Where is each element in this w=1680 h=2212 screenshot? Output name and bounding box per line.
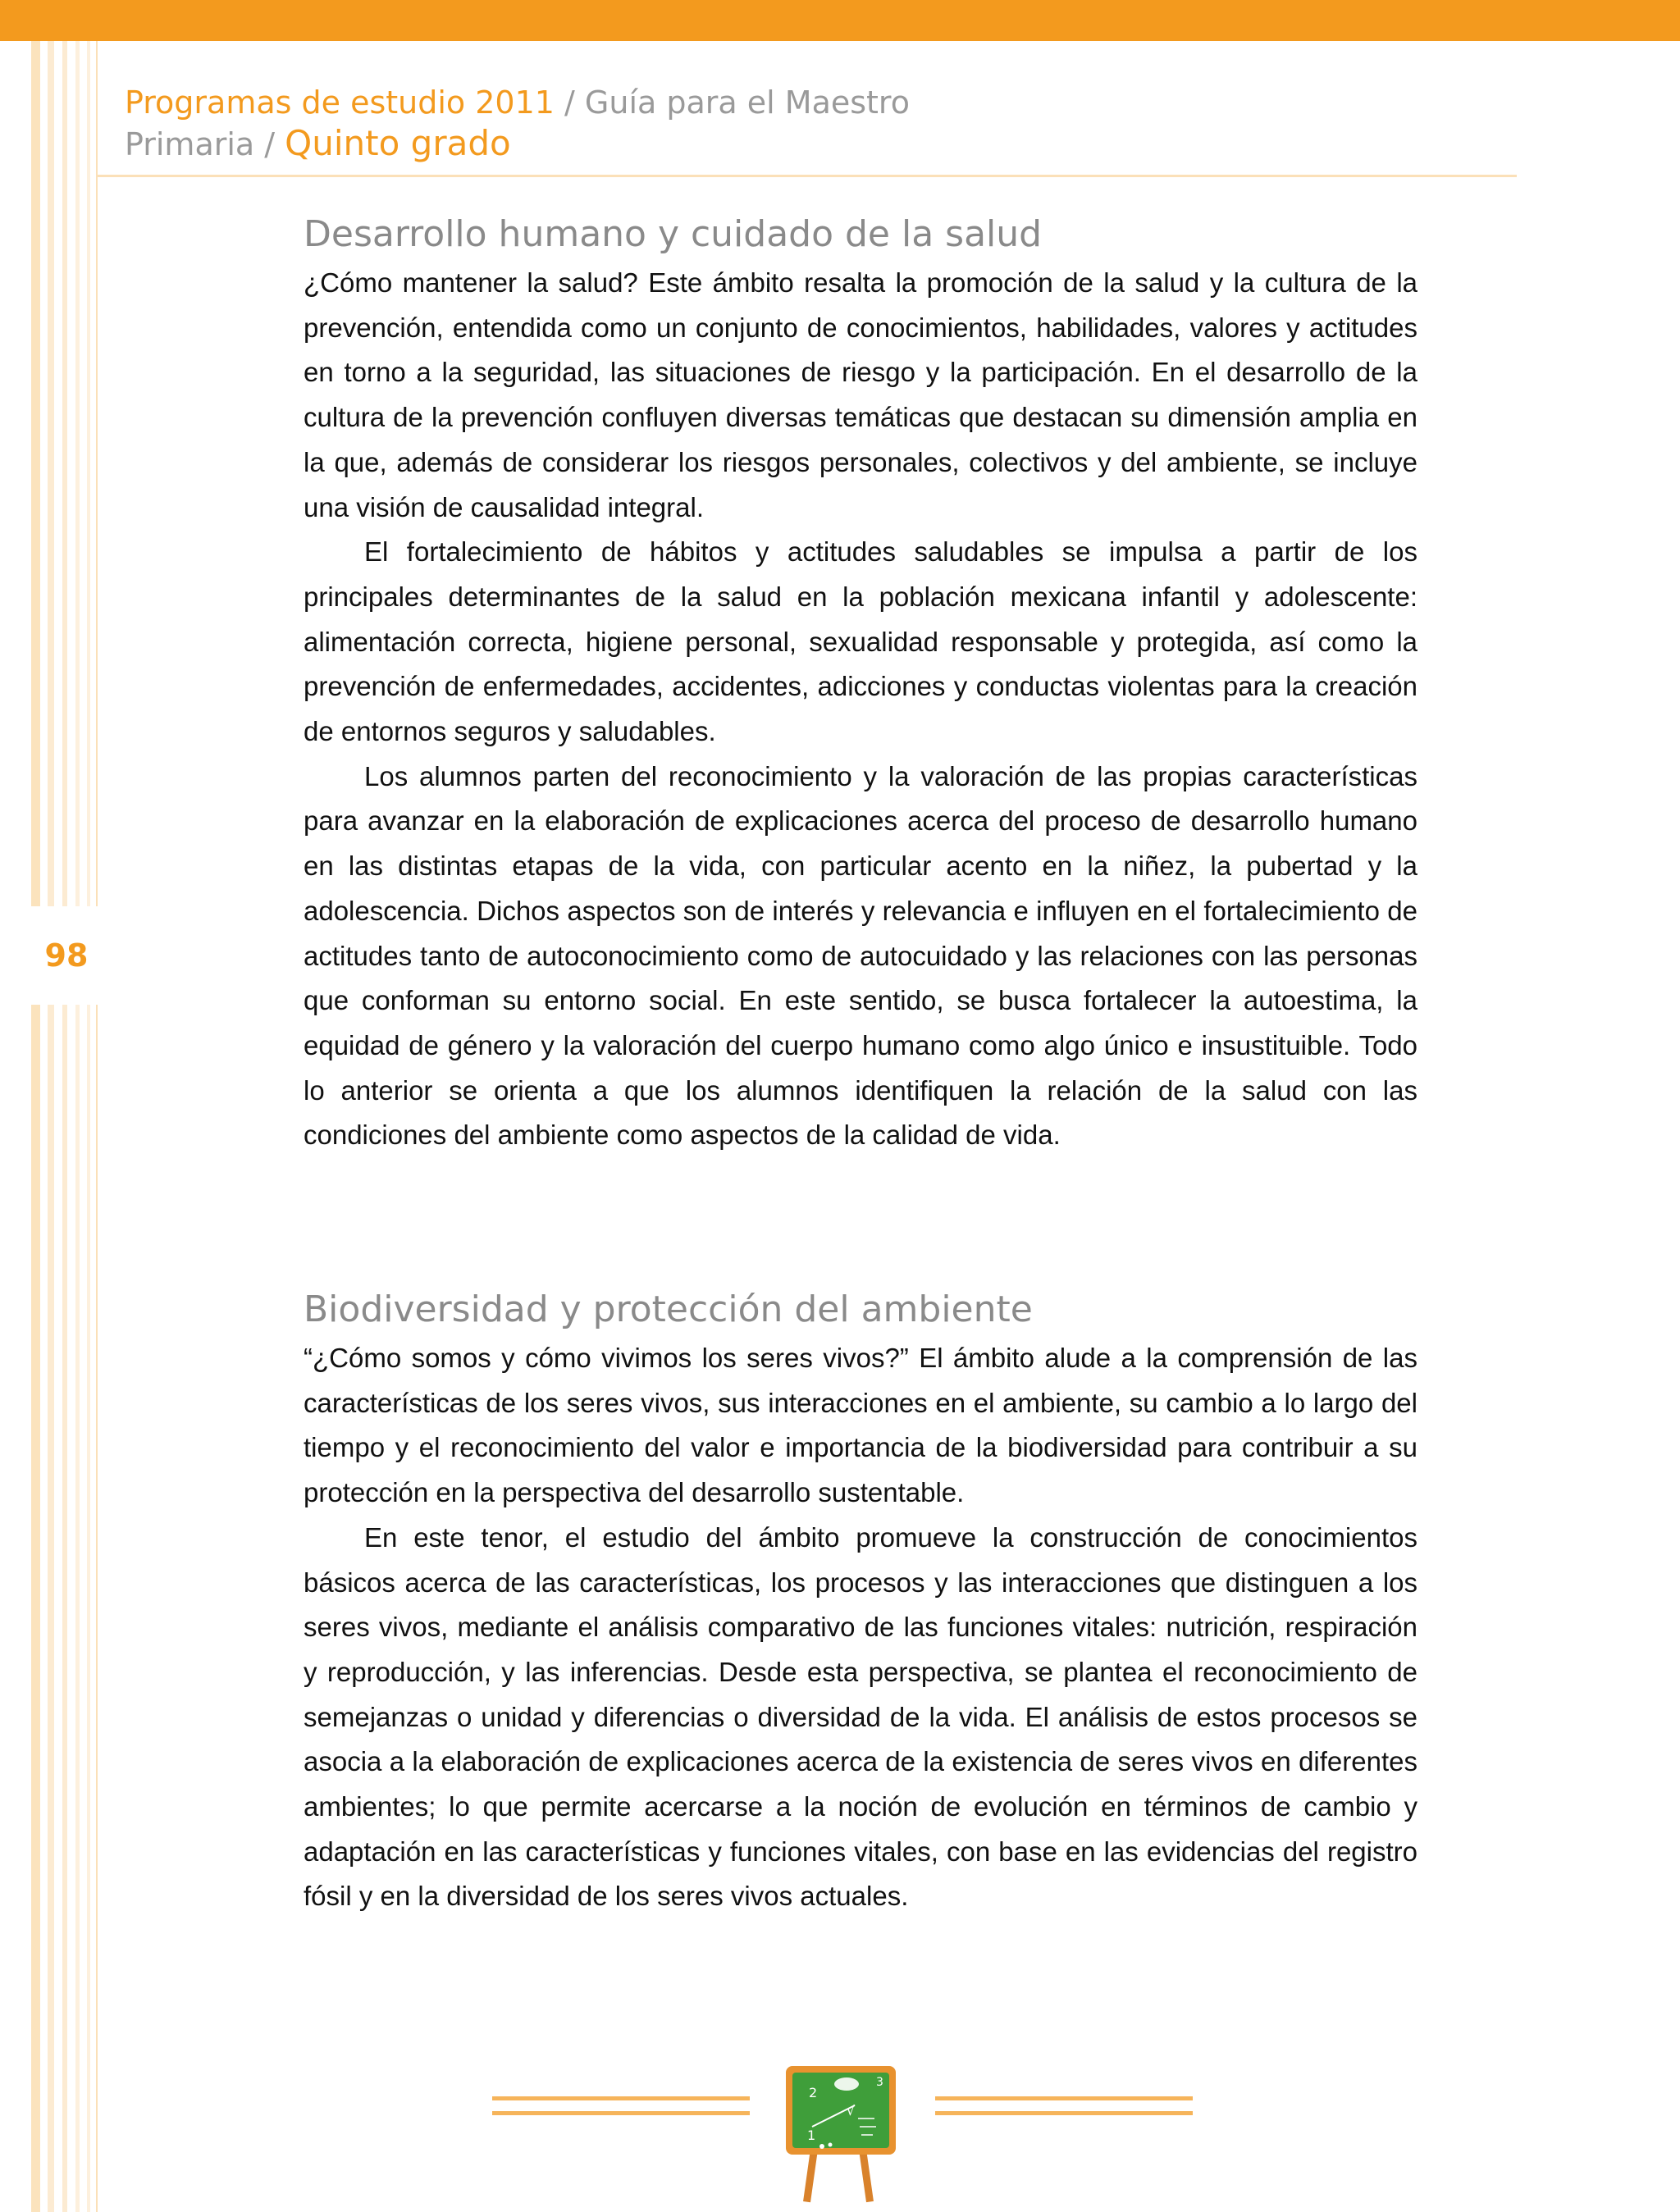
margin-stripe xyxy=(87,41,90,2212)
header-line-2 xyxy=(125,123,910,165)
paragraph: Los alumnos parten del reconocimiento y la valoración de las propias características para avanzar en la elaboración de explicaciones acerca del proceso de desarrollo humano en las distintas etapas de la vida, con particular acento en la niñez, la pubertad y la adolescencia. Dichos aspectos son de interés y relevancia e influyen en el fortalecimiento de actitudes tanto de autoconocimiento como de autocuidado y las relaciones con las personas que conforman su entorno social. En este sentido, se busca fortalecer la autoestima, la equidad de género y la valoración del cuerpo humano como algo único e insustituible. Todo lo anterior se orienta a que los alumnos identifiquen la relación de la salud con las condiciones del ambiente como aspectos de la calidad de vida. xyxy=(304,760,1418,1151)
header-program: Programas de estudio 2011 xyxy=(125,84,555,121)
page-number-box xyxy=(31,906,102,1005)
section-body-salud xyxy=(304,261,1418,1158)
section-body-biodiversidad xyxy=(304,1336,1418,1919)
header-level: Primaria xyxy=(125,126,255,162)
board-text: √ xyxy=(847,2103,856,2119)
footer-rule xyxy=(492,2096,750,2100)
section-title-biodiversidad: Biodiversidad y protección del ambiente xyxy=(304,1288,1033,1330)
running-header xyxy=(125,82,910,165)
page-number: 98 xyxy=(44,937,89,974)
board-text: 1 xyxy=(807,2128,816,2143)
board-text: 3 xyxy=(876,2076,883,2089)
chalkboard-icon xyxy=(779,2055,902,2210)
footer-rule xyxy=(935,2111,1193,2115)
header-grade: Quinto grado xyxy=(285,123,511,163)
margin-stripe xyxy=(96,41,98,2212)
header-line-1 xyxy=(125,82,910,123)
paragraph: El fortalecimiento de hábitos y actitudes saludables se impulsa a partir de los principales determinantes de la salud en la población mexicana infantil y adolescente: alimentación correcta, higiene personal, sexualidad responsable y protegida, así como la prevención de enfermedades, accidentes, adicciones y conductas violentas para la creación de entornos seguros y saludables. xyxy=(304,536,1418,747)
margin-stripe xyxy=(48,41,54,2212)
margin-stripe xyxy=(62,41,67,2212)
paragraph: ¿Cómo mantener la salud? Este ámbito resalta la promoción de la salud y la cultura de la prevención, entendida como un conjunto de conocimientos, habilidades, valores y actitudes en torno a la seguridad, las situaciones de riesgo y la participación. En el desarrollo de la cultura de la prevención confluyen diversas temáticas que destacan su dimensión amplia en la que, además de considerar los riesgos personales, colectivos y del ambiente, se incluye una visión de causalidad integral. xyxy=(304,267,1418,522)
top-orange-bar xyxy=(0,0,1680,41)
margin-stripe xyxy=(75,41,80,2212)
margin-stripe xyxy=(31,41,40,2212)
header-separator: / xyxy=(554,84,585,121)
paragraph: “¿Cómo somos y cómo vivimos los seres vivos?” El ámbito alude a la comprensión de las características de los seres vivos, sus interacciones en el ambiente, su cambio a lo largo del tiempo y el reconocimiento del valor e importancia de la biodiversidad para contribuir a su protección en la perspectiva del desarrollo sustentable. xyxy=(304,1343,1418,1508)
footer-rule xyxy=(935,2096,1193,2100)
header-guide: Guía para el Maestro xyxy=(584,84,910,121)
section-title-salud: Desarrollo humano y cuidado de la salud xyxy=(304,213,1043,255)
board-text: 2 xyxy=(809,2085,818,2100)
footer-rule xyxy=(492,2111,750,2115)
header-separator: / xyxy=(254,126,285,162)
header-rule xyxy=(96,175,1517,177)
paragraph: En este tenor, el estudio del ámbito promueve la construcción de conocimientos básicos acerca de las características, los procesos y las interacciones que distinguen a los seres vivos, mediante el análisis comparativo de las funciones vitales: nutrición, respiración y reproducción, y las inferencias. Desde esta perspectiva, se plantea el reconocimiento de semejanzas o unidad y diferencias o diversidad de la vida. El análisis de estos procesos se asocia a la elaboración de explicaciones acerca de la existencia de seres vivos en diferentes ambientes; lo que permite acercarse a la noción de evolución en términos de cambio y adaptación en las características y funciones vitales, con base en las evidencias del registro fósil y en la diversidad de los seres vivos actuales. xyxy=(304,1521,1418,1912)
